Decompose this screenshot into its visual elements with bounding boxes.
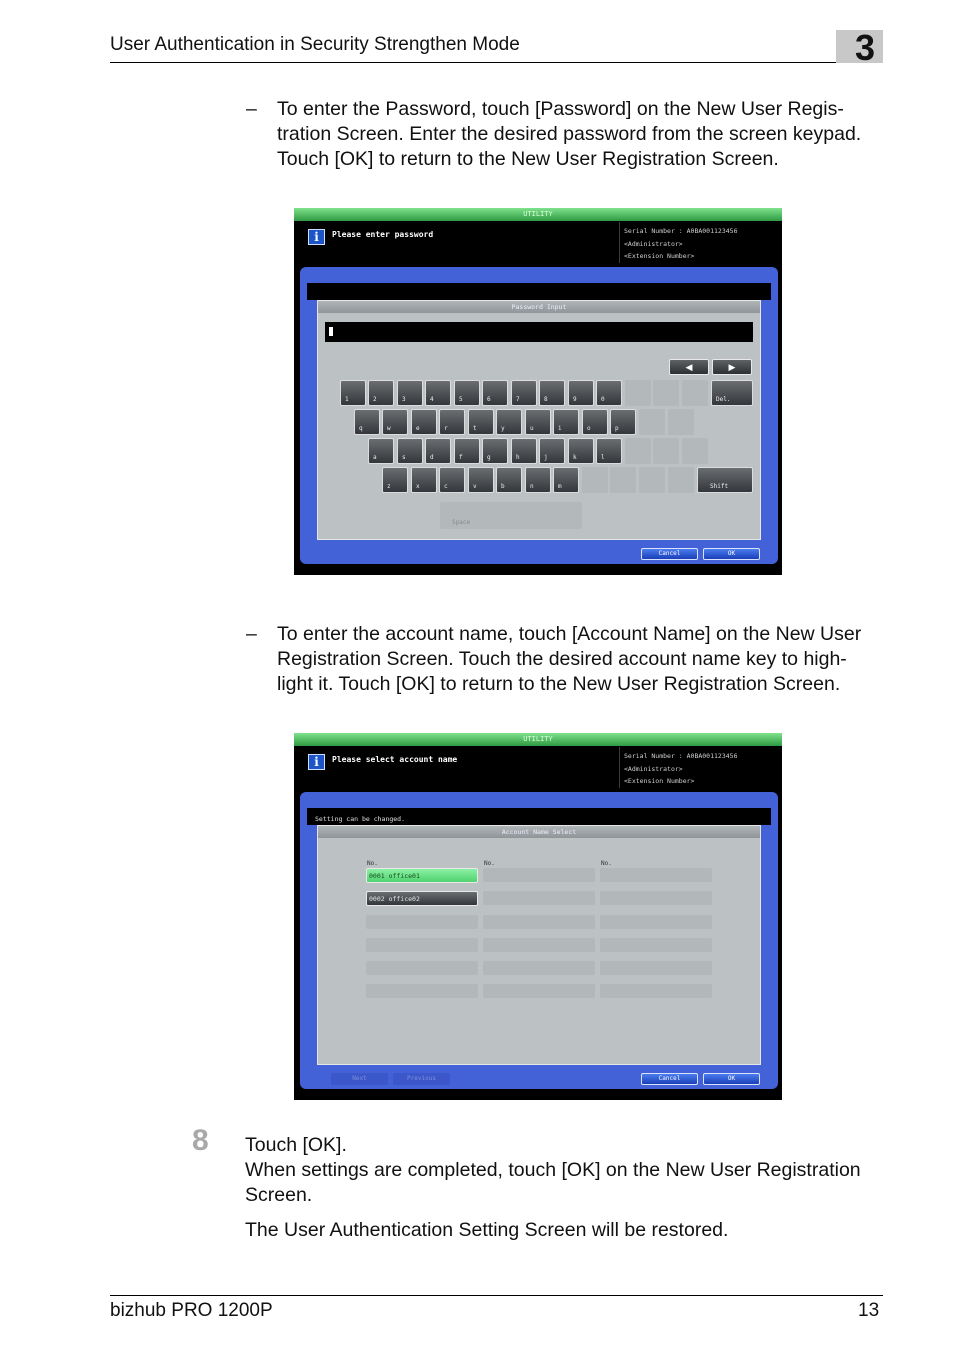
password-field[interactable]: [325, 322, 753, 342]
empty-slot: [483, 868, 595, 882]
empty-slot: [483, 915, 595, 929]
key-0[interactable]: 0: [596, 380, 622, 406]
key-l[interactable]: l: [596, 438, 622, 464]
ok-button[interactable]: OK: [703, 548, 760, 560]
empty-slot: [600, 938, 712, 952]
blank-key: [682, 380, 708, 406]
page-number: 13: [858, 1300, 880, 1321]
empty-slot: [366, 915, 478, 929]
text-line: Touch [OK].: [245, 1134, 347, 1156]
password-instructions: [277, 97, 861, 172]
account-instructions: [277, 622, 861, 697]
empty-slot: [483, 984, 595, 998]
empty-slot: [600, 868, 712, 882]
delete-key[interactable]: Del.: [711, 380, 753, 406]
key-r[interactable]: r: [439, 409, 465, 435]
text-line: To enter the account name, touch [Account Name] on the New User: [277, 623, 862, 645]
account-select-panel: [317, 825, 761, 1065]
key-x[interactable]: x: [411, 467, 437, 493]
running-header-title: User Authentication in Security Strengthen Mode: [110, 34, 520, 55]
key-k[interactable]: k: [568, 438, 594, 464]
footer-product: bizhub PRO 1200P: [110, 1300, 273, 1321]
account-button[interactable]: 0002 office02: [366, 891, 478, 906]
key-3[interactable]: 3: [397, 380, 423, 406]
key-h[interactable]: h: [511, 438, 537, 464]
key-f[interactable]: f: [454, 438, 480, 464]
empty-slot: [483, 938, 595, 952]
step-number: 8: [192, 1124, 209, 1157]
empty-slot: [483, 961, 595, 975]
empty-slot: [600, 984, 712, 998]
key-u[interactable]: u: [525, 409, 551, 435]
empty-slot: [483, 891, 595, 905]
previous-button[interactable]: Previous: [393, 1073, 450, 1085]
key-9[interactable]: 9: [568, 380, 594, 406]
empty-slot: [600, 891, 712, 905]
serial-info: Serial Number : A0BA001123456 <Administrator> <Extension Number>: [619, 222, 782, 263]
blank-key: [682, 438, 708, 464]
key-g[interactable]: g: [482, 438, 508, 464]
blank-key: [668, 409, 694, 435]
key-n[interactable]: n: [525, 467, 551, 493]
step-instructions: [245, 1133, 861, 1208]
header-rule: [110, 62, 883, 63]
password-input-screenshot: [294, 208, 782, 575]
blank-key: [668, 467, 694, 493]
account-button-selected[interactable]: 0001 office01: [366, 868, 478, 883]
blank-key: [639, 467, 665, 493]
blank-key: [625, 380, 651, 406]
text-line: To enter the Password, touch [Password] on the New User Regis-: [277, 98, 844, 120]
key-p[interactable]: p: [610, 409, 636, 435]
serial-info: Serial Number : A0BA001123456 <Administrator> <Extension Number>: [619, 747, 782, 788]
chapter-number: 3: [855, 27, 876, 68]
key-1[interactable]: 1: [340, 380, 366, 406]
space-key[interactable]: Space: [440, 502, 582, 529]
key-s[interactable]: s: [397, 438, 423, 464]
text-line: tration Screen. Enter the desired password from the screen keypad.: [277, 123, 862, 145]
panel-title: Account Name Select: [318, 826, 760, 838]
empty-slot: [366, 961, 478, 975]
ok-button[interactable]: OK: [703, 1073, 760, 1085]
key-w[interactable]: w: [382, 409, 408, 435]
screen-message: Please enter password: [332, 230, 434, 239]
column-label: No.: [601, 860, 612, 867]
info-icon: i: [308, 229, 325, 245]
footer-rule: [110, 1295, 883, 1296]
empty-slot: [366, 938, 478, 952]
key-j[interactable]: j: [539, 438, 565, 464]
screen-frame: [300, 792, 778, 1089]
utility-title-bar: UTILITY: [294, 208, 782, 221]
text-line: light it. Touch [OK] to return to the New User Registration Screen.: [277, 673, 841, 695]
utility-title-bar: UTILITY: [294, 733, 782, 746]
bullet-dash: –: [246, 623, 257, 645]
key-y[interactable]: y: [496, 409, 522, 435]
key-c[interactable]: c: [439, 467, 465, 493]
empty-slot: [600, 915, 712, 929]
next-button[interactable]: Next: [331, 1073, 388, 1085]
blank-key: [582, 467, 608, 493]
blank-key: [610, 467, 636, 493]
key-o[interactable]: o: [582, 409, 608, 435]
text-line: Screen.: [245, 1184, 313, 1206]
column-label: No.: [367, 860, 378, 867]
key-a[interactable]: a: [368, 438, 394, 464]
key-q[interactable]: q: [354, 409, 380, 435]
key-t[interactable]: t: [468, 409, 494, 435]
password-input-panel: [317, 300, 761, 540]
step-result: The User Authentication Setting Screen will be restored.: [245, 1219, 729, 1241]
key-8[interactable]: 8: [539, 380, 565, 406]
key-5[interactable]: 5: [454, 380, 480, 406]
key-i[interactable]: i: [553, 409, 579, 435]
status-strip: [307, 283, 771, 300]
empty-slot: [366, 984, 478, 998]
blank-key: [625, 438, 651, 464]
account-select-screenshot: [294, 733, 782, 1100]
info-icon: i: [308, 754, 325, 770]
panel-title: Password Input: [318, 301, 760, 313]
bullet-dash: –: [246, 98, 257, 120]
cancel-button[interactable]: Cancel: [641, 548, 698, 560]
blank-key: [639, 409, 665, 435]
text-line: Registration Screen. Touch the desired account name key to high-: [277, 648, 847, 670]
key-m[interactable]: m: [553, 467, 579, 493]
column-label: No.: [484, 860, 495, 867]
key-6[interactable]: 6: [482, 380, 508, 406]
text-line: When settings are completed, touch [OK] on the New User Registration: [245, 1159, 861, 1181]
shift-key[interactable]: Shift: [697, 467, 753, 493]
cursor-right-button[interactable]: ▶: [712, 359, 752, 375]
key-4[interactable]: 4: [425, 380, 451, 406]
key-e[interactable]: e: [411, 409, 437, 435]
cursor-left-button[interactable]: ◀: [669, 359, 709, 375]
key-b[interactable]: b: [496, 467, 522, 493]
text-line: Touch [OK] to return to the New User Registration Screen.: [277, 148, 779, 170]
text-cursor: [329, 327, 333, 336]
status-strip: Setting can be changed.: [307, 808, 771, 825]
key-d[interactable]: d: [425, 438, 451, 464]
key-2[interactable]: 2: [368, 380, 394, 406]
key-z[interactable]: z: [382, 467, 408, 493]
key-v[interactable]: v: [468, 467, 494, 493]
screen-message: Please select account name: [332, 755, 458, 764]
cancel-button[interactable]: Cancel: [641, 1073, 698, 1085]
empty-slot: [600, 961, 712, 975]
blank-key: [653, 438, 679, 464]
key-7[interactable]: 7: [511, 380, 537, 406]
screen-frame: [300, 267, 778, 564]
blank-key: [653, 380, 679, 406]
